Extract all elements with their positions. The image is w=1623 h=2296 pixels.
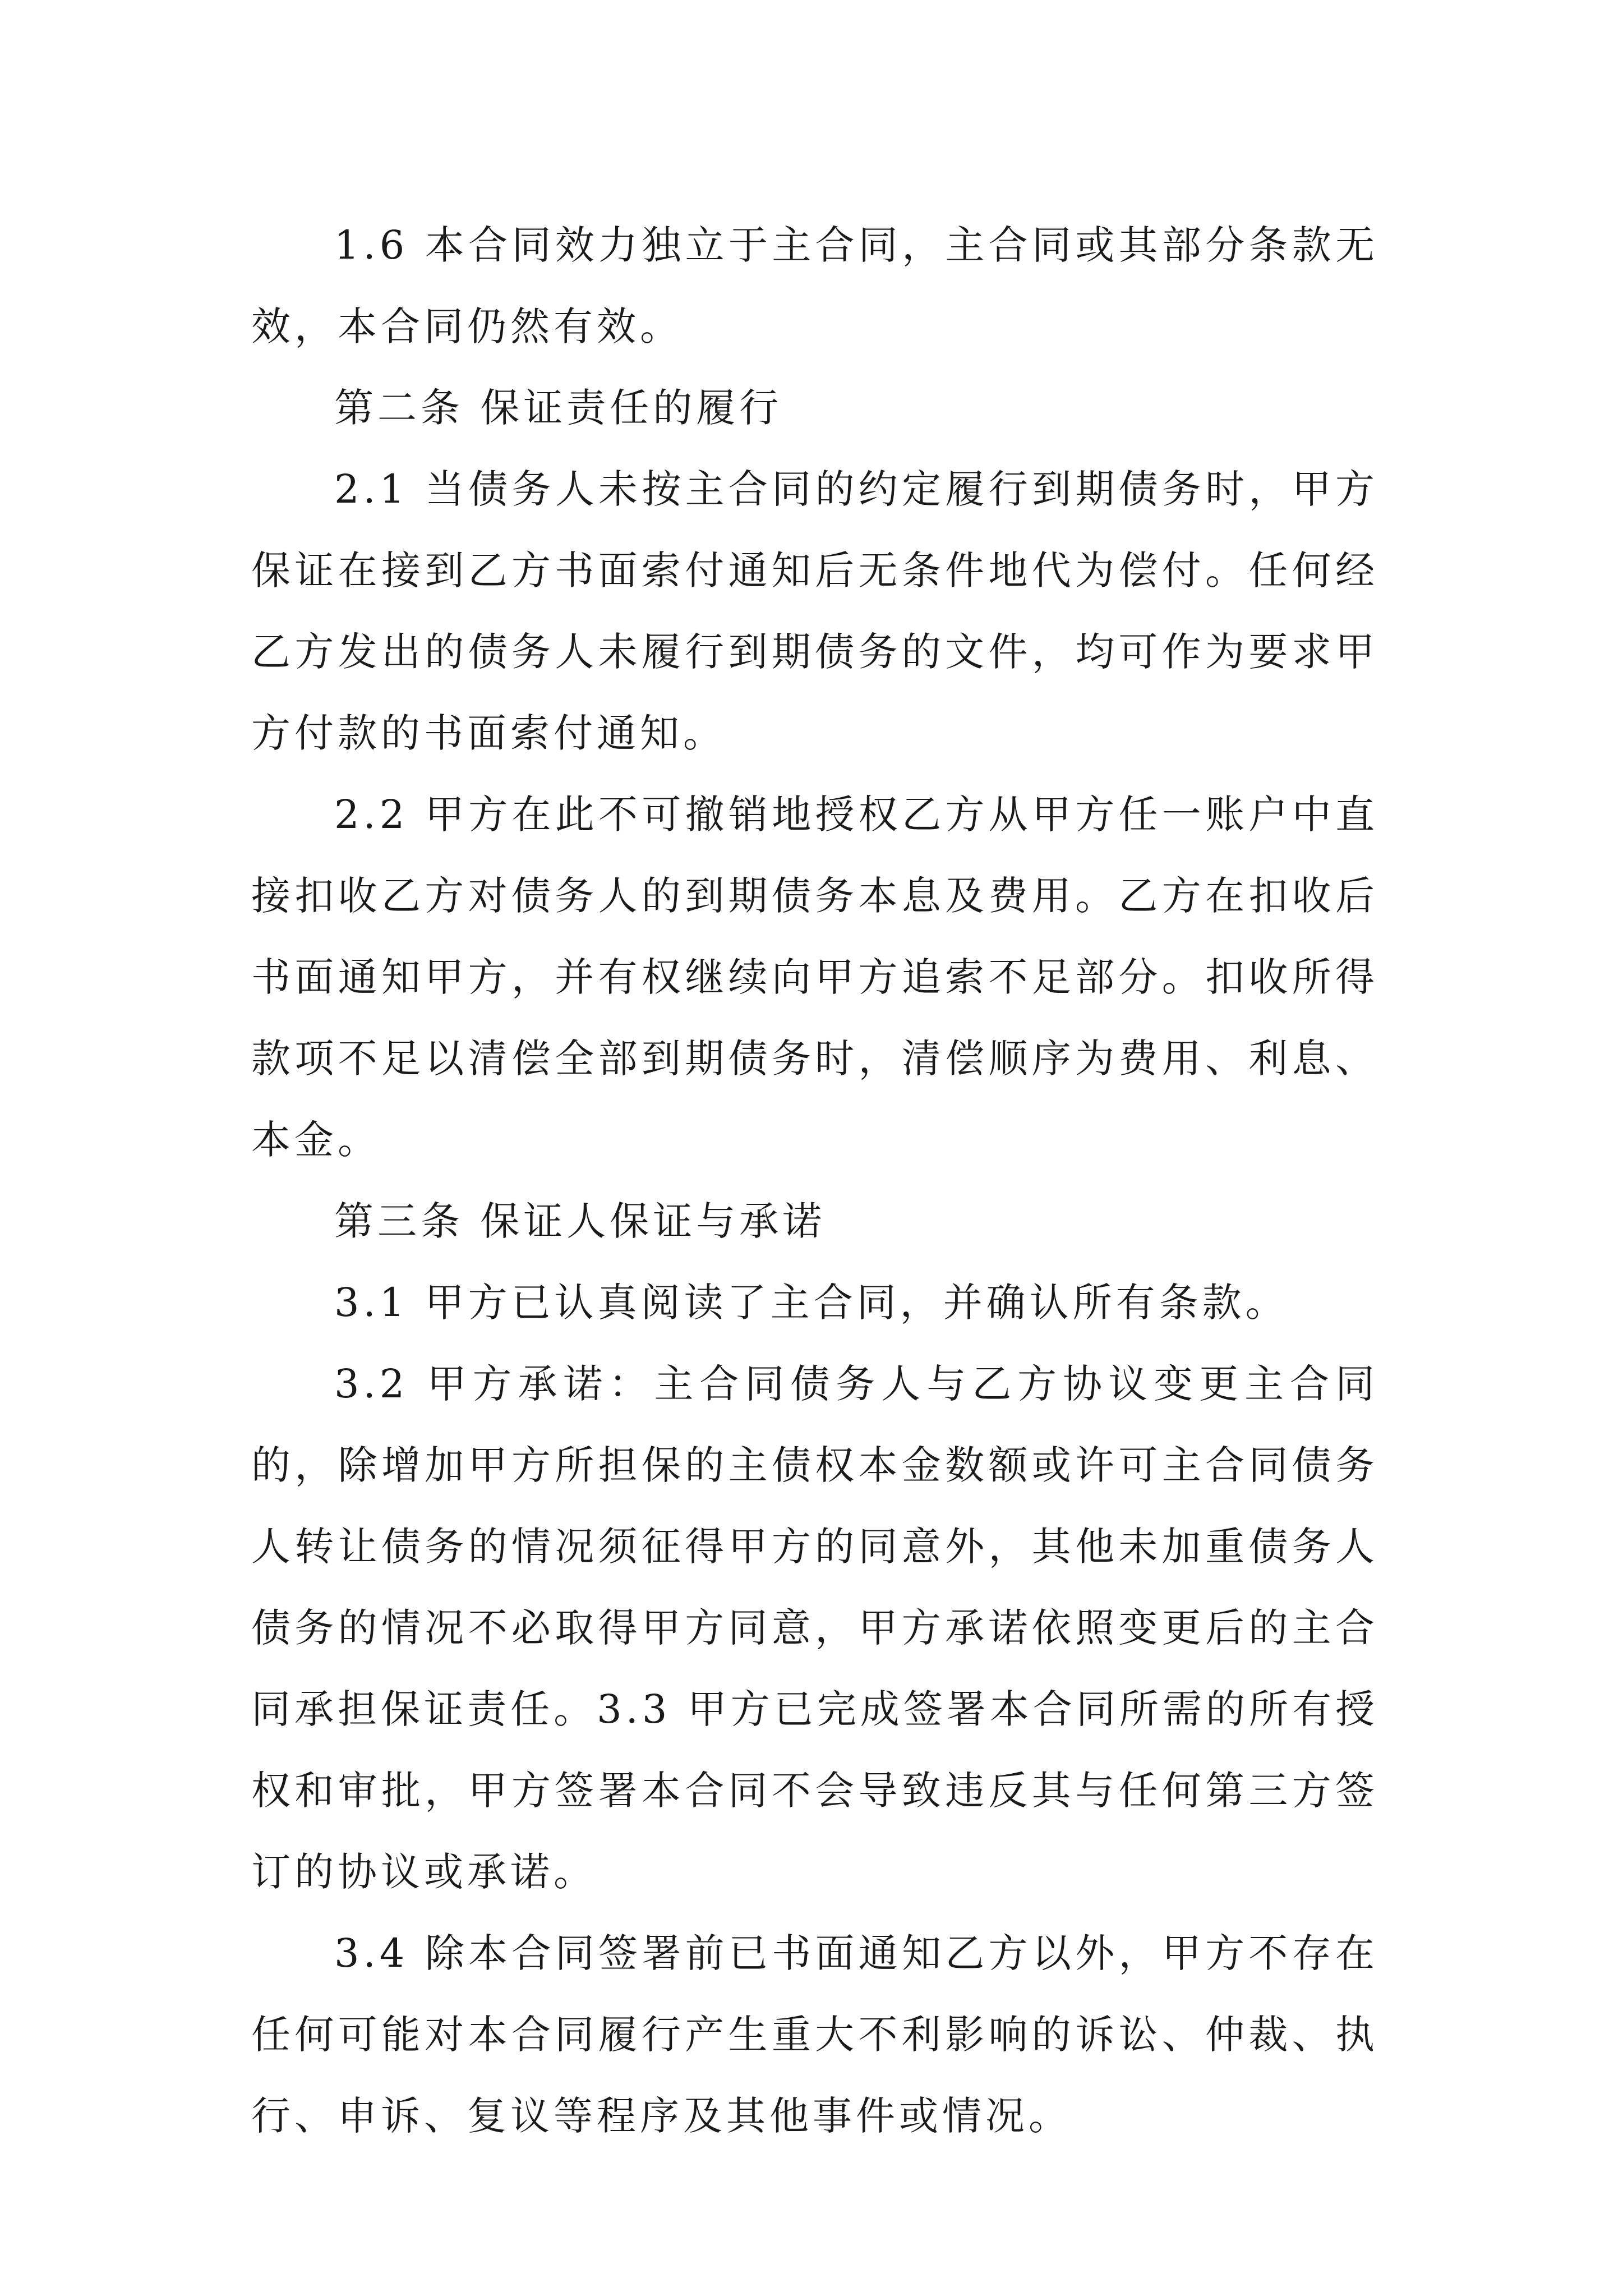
clause-3-2: 3.2 甲方承诺：主合同债务人与乙方协议变更主合同的，除增加甲方所担保的主债权本金数额或许可主合同债务人转让债务的情况须征得甲方的同意外，其他未加重债务人债务的情况不必取得甲方同意，甲方承诺依照变更后的主合同承担保证责任。3.3 甲方已完成签署本合同所需的所有授权和审批，甲方签署本合同不会导致违反其与任何第三方签订的协议或承诺。 xyxy=(251,1361,1378,1895)
clause-3-1: 3.1 甲方已认真阅读了主合同，并确认所有条款。 xyxy=(334,1280,1289,1326)
clause-1-6: 1.6 本合同效力独立于主合同，主合同或其部分条款无效，本合同仍然有效。 xyxy=(251,222,1378,349)
clause-2-1: 2.1 当债务人未按主合同的约定履行到期债务时，甲方保证在接到乙方书面索付通知后无条件地代为偿付。任何经乙方发出的债务人未履行到期债务的文件，均可作为要求甲方付款的书面索付通知。 xyxy=(251,466,1378,756)
article-2-heading: 第二条 保证责任的履行 xyxy=(334,385,783,431)
clause-3-4: 3.4 除本合同签署前已书面通知乙方以外，甲方不存在任何可能对本合同履行产生重大不利影响的诉讼、仲裁、执行、申诉、复议等程序及其他事件或情况。 xyxy=(251,1930,1378,2139)
clause-2-2: 2.2 甲方在此不可撤销地授权乙方从甲方任一账户中直接扣收乙方对债务人的到期债务本息及费用。乙方在扣收后书面通知甲方，并有权继续向甲方追索不足部分。扣收所得款项不足以清偿全部到期债务时，清偿顺序为费用、利息、本金。 xyxy=(251,792,1378,1163)
article-3-heading: 第三条 保证人保证与承诺 xyxy=(334,1198,826,1244)
document-body xyxy=(251,205,1378,2157)
